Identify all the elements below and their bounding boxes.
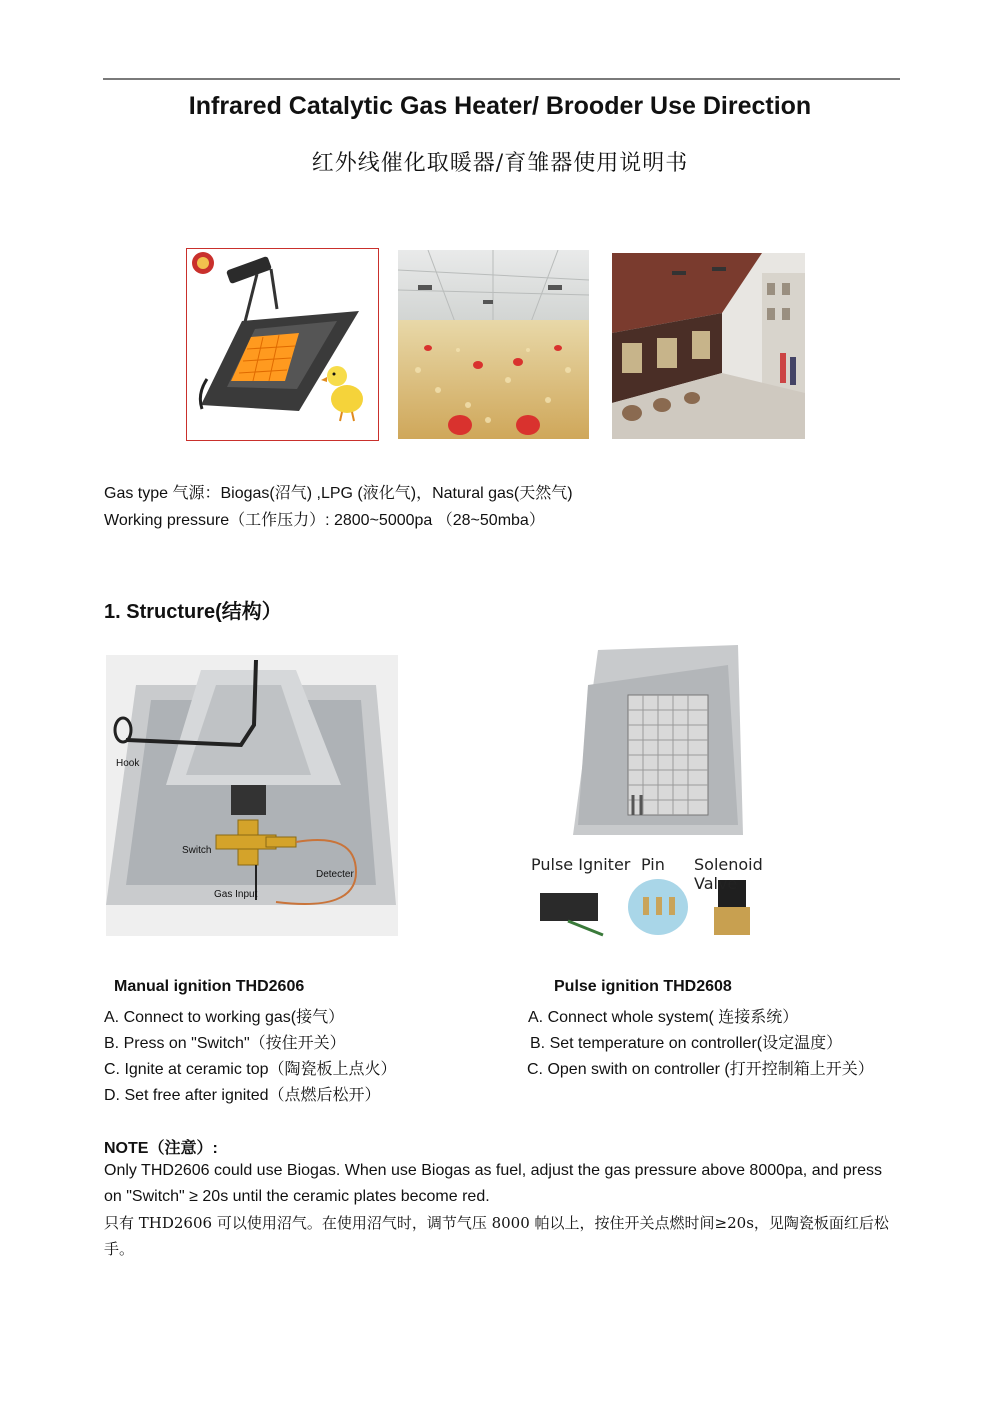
pulse-igniter-label: Pulse Igniter (531, 855, 631, 874)
note-english: Only THD2606 could use Biogas. When use Biogas as fuel, adjust the gas pressure above 8000pa, and press on "Switch" ≥ 20s until the ceramic plates become red. (104, 1162, 882, 1205)
gas-input-label: Gas Input (214, 889, 258, 900)
hook-label: Hook (116, 758, 140, 769)
pin-label: Pin (641, 855, 665, 874)
heater-photo (186, 248, 379, 441)
poultry-house-photo (398, 250, 589, 439)
manual-step-c: C. Ignite at ceramic top（陶瓷板上点火） (104, 1061, 397, 1078)
pulse-step-c: C. Open swith on controller (打开控制箱上开关） (527, 1061, 874, 1078)
solenoid-valve-label: Solenoid Valve (694, 855, 763, 893)
street-cafe-photo (612, 253, 805, 439)
manual-ignition-title: Manual ignition THD2606 (114, 978, 305, 995)
pulse-step-b: B. Set temperature on controller(设定温度） (530, 1035, 843, 1052)
pressure-line: Working pressure（工作压力）: 2800~5000pa （28~50mba） (104, 512, 545, 529)
manual-step-b: B. Press on "Switch"（按住开关） (104, 1035, 346, 1052)
note-chinese: 只有 THD2606 可以使用沼气。在使用沼气时，调节气压 8000 帕以上，按住开关点燃时间≥20s，见陶瓷板面红后松手。 (104, 1214, 889, 1258)
gas-type-line: Gas type 气源：Biogas(沼气) ,LPG (液化气)，Natural gas(天然气) (104, 485, 573, 502)
pulse-heater-diagram (528, 645, 793, 940)
note-heading: NOTE（注意）: (104, 1140, 218, 1157)
manual-heater-diagram (106, 655, 398, 936)
top-rule (103, 78, 900, 80)
page-title: Infrared Catalytic Gas Heater/ Brooder Use Direction (188, 92, 812, 120)
switch-label: Switch (182, 845, 212, 856)
detecter-label: Detecter (316, 869, 354, 880)
page-subtitle: 红外线催化取暖器/育雏器使用说明书 (311, 151, 689, 176)
manual-step-a: A. Connect to working gas(接气） (104, 1009, 345, 1026)
structure-heading: 1. Structure(结构） (104, 601, 282, 623)
pulse-step-a: A. Connect whole system( 连接系统） (528, 1009, 799, 1026)
manual-step-d: D. Set free after ignited（点燃后松开） (104, 1087, 381, 1104)
pulse-ignition-title: Pulse ignition THD2608 (554, 978, 732, 995)
